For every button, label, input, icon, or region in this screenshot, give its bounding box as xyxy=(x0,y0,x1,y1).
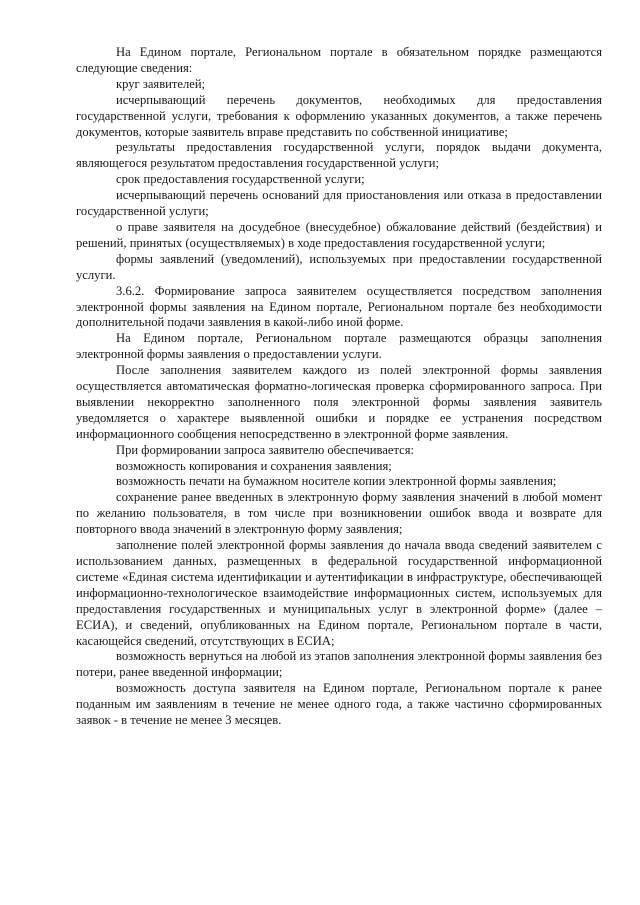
paragraph-print: возможность печати на бумажном носителе копии электронной формы заявления; xyxy=(116,474,557,489)
paragraph-return-step: возможность вернуться на любой из этапов заполнения электронной формы заявления без потери, ранее введенной информации; xyxy=(76,649,602,680)
document-page xyxy=(76,45,602,729)
paragraph-applicants: круг заявителей; xyxy=(116,76,206,91)
paragraph-copy-save: возможность копирования и сохранения заявления; xyxy=(116,458,392,473)
paragraph-term: срок предоставления государственной услуги; xyxy=(116,172,365,187)
paragraph-section-3-6-2: 3.6.2. Формирование запроса заявителем осуществляется посредством заполнения электронной формы заявления на Едином портале, Региональном портале без необходимости дополнительной подачи заявления в какой-либо иной форме. xyxy=(76,283,602,330)
paragraph-refusal-grounds: исчерпывающий перечень оснований для приостановления или отказа в предоставлении государственной услуги; xyxy=(76,188,602,219)
paragraph-forms: формы заявлений (уведомлений), используемых при предоставлении государственной услуги. xyxy=(76,251,602,282)
paragraph-documents-list: исчерпывающий перечень документов, необходимых для предоставления государственной услуги, требования к оформлению указанных документов, а также перечень документов, которые заявитель вправе представить по собственной инициативе; xyxy=(76,92,602,139)
paragraph-provided-features: При формировании запроса заявителю обеспечивается: xyxy=(116,442,415,457)
paragraph-appeal-right: о праве заявителя на досудебное (внесудебное) обжалование действий (бездействия) и решений, принятых (осуществляемых) в ходе предоставления государственной услуги; xyxy=(76,219,602,250)
paragraph-esia-autofill: заполнение полей электронной формы заявления до начала ввода сведений заявителем с использованием данных, размещенных в федеральной государственной информационной системе «Единая система идентификации и аутентификации в инфраструктуре, обеспечивающей информационно-технологическое взаимодействие информационных систем, используемых для предоставления государственных и муниципальных услуг в электронной форме» (далее – ЕСИА), и сведений, опубликованных на Едином портале, Региональном портале в части, касающейся сведений, отсутствующих в ЕСИА; xyxy=(76,538,602,648)
paragraph-validation: После заполнения заявителем каждого из полей электронной формы заявления осуществляется автоматическая форматно-логическая проверка сформированного запроса. При выявлении некорректно заполненного поля электронной формы заявления заявитель уведомляется о характере выявленной ошибки и порядке ее устранения посредством информационного сообщения непосредственно в электронной форме заявления. xyxy=(76,363,602,441)
paragraph-access-history: возможность доступа заявителя на Едином портале, Региональном портале к ранее поданным им заявлениям в течение не менее одного года, а также частично сформированных заявок - в течение не менее 3 месяцев. xyxy=(76,681,602,728)
paragraph-results: результаты предоставления государственной услуги, порядок выдачи документа, являющегося результатом предоставления государственной услуги; xyxy=(76,140,602,171)
paragraph-save-values: сохранение ранее введенных в электронную форму заявления значений в любой момент по желанию пользователя, в том числе при возникновении ошибок ввода и возврате для повторного ввода значений в электронную форму заявления; xyxy=(76,490,602,537)
paragraph-intro: На Едином портале, Региональном портале в обязательном порядке размещаются следующие сведения: xyxy=(76,45,602,75)
paragraph-samples: На Едином портале, Региональном портале размещаются образцы заполнения электронной формы заявления о предоставлении услуги. xyxy=(76,331,602,362)
